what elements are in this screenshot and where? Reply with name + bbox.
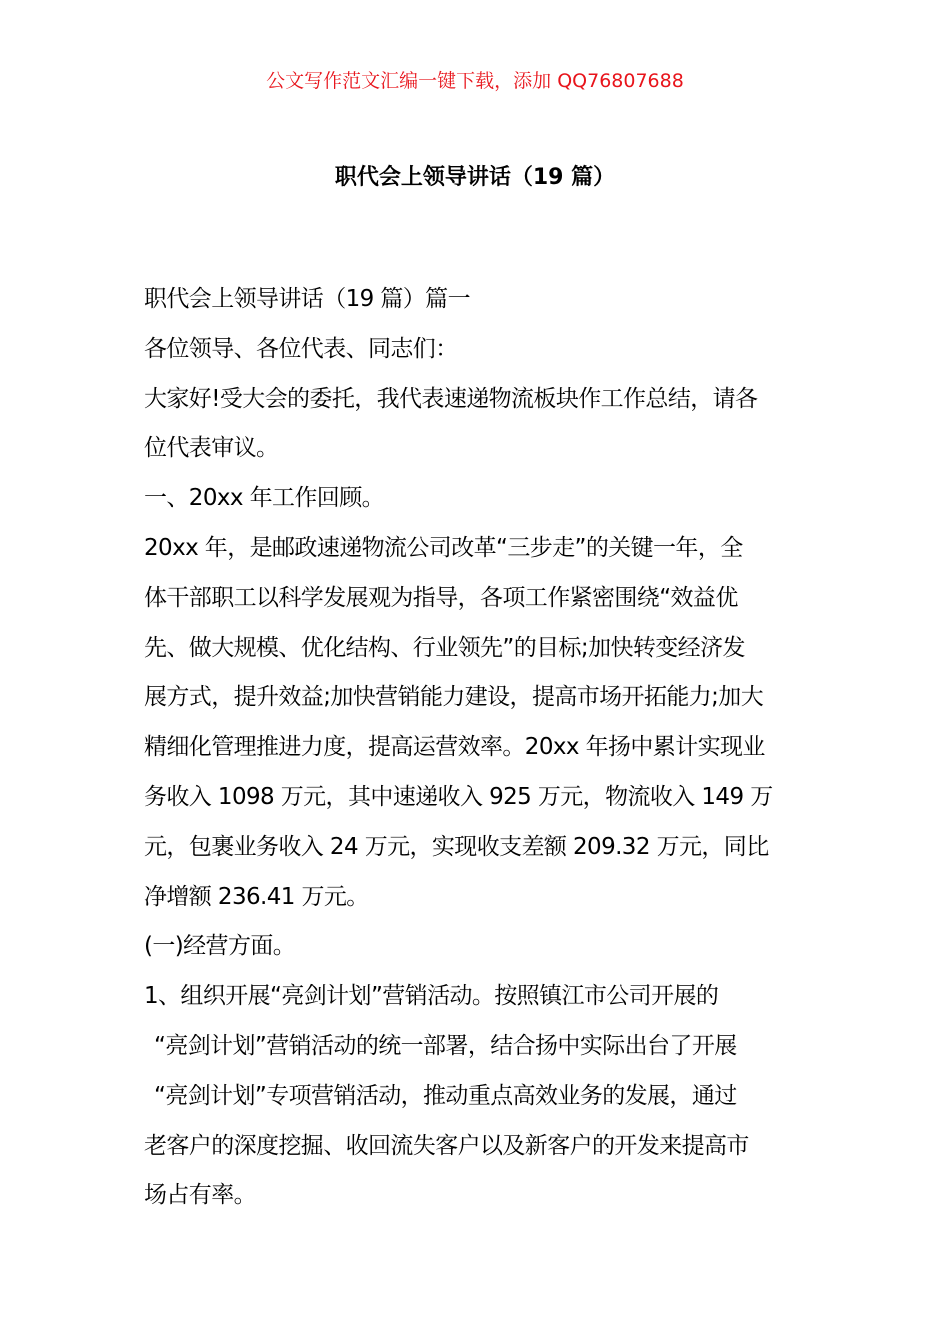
- paragraph-line: “亮剑计划”营销活动的统一部署，结合扬中实际出台了开展: [154, 1032, 737, 1059]
- paragraph-line: “亮剑计划”专项营销活动，推动重点高效业务的发展，通过: [154, 1082, 737, 1109]
- paragraph-line: 大家好!受大会的委托，我代表速递物流板块作工作总结，请各: [144, 385, 758, 412]
- paragraph-line: 先、做大规模、优化结构、行业领先”的目标;加快转变经济发: [144, 634, 745, 661]
- paragraph-line: 元，包裹业务收入 24 万元，实现收支差额 209.32 万元，同比: [144, 833, 769, 860]
- download-promo-banner: 公文写作范文汇编一键下载，添加 QQ76807688: [266, 70, 684, 92]
- paragraph-line: 体干部职工以科学发展观为指导，各项工作紧密围绕“效益优: [144, 584, 738, 611]
- subsection-heading: (一)经营方面。: [144, 933, 296, 960]
- section-heading: 职代会上领导讲话（19 篇）篇一: [144, 286, 470, 312]
- paragraph-line: 净增额 236.41 万元。: [144, 883, 369, 910]
- paragraph-line: 老客户的深度挖掘、收回流失客户以及新客户的开发来提高市: [144, 1132, 749, 1159]
- paragraph-line: 场占有率。: [144, 1182, 257, 1209]
- paragraph-line: 1、组织开展“亮剑计划”营销活动。按照镇江市公司开展的: [144, 983, 719, 1010]
- paragraph-line: 精细化管理推进力度，提高运营效率。20xx 年扬中累计实现业: [144, 734, 765, 761]
- document-body: [144, 278, 824, 1224]
- paragraph-line: 20xx 年，是邮政速递物流公司改革“三步走”的关键一年，全: [144, 534, 743, 561]
- paragraph-line: 展方式，提升效益;加快营销能力建设，提高市场开拓能力;加大: [144, 684, 764, 711]
- salutation: 各位领导、各位代表、同志们：: [144, 335, 458, 362]
- paragraph-line: 务收入 1098 万元，其中速递收入 925 万元，物流收入 149 万: [144, 783, 773, 810]
- section-heading: 一、20xx 年工作回顾。: [144, 485, 385, 512]
- document-title: 职代会上领导讲话（19 篇）: [334, 165, 616, 190]
- paragraph-line: 位代表审议。: [144, 435, 279, 462]
